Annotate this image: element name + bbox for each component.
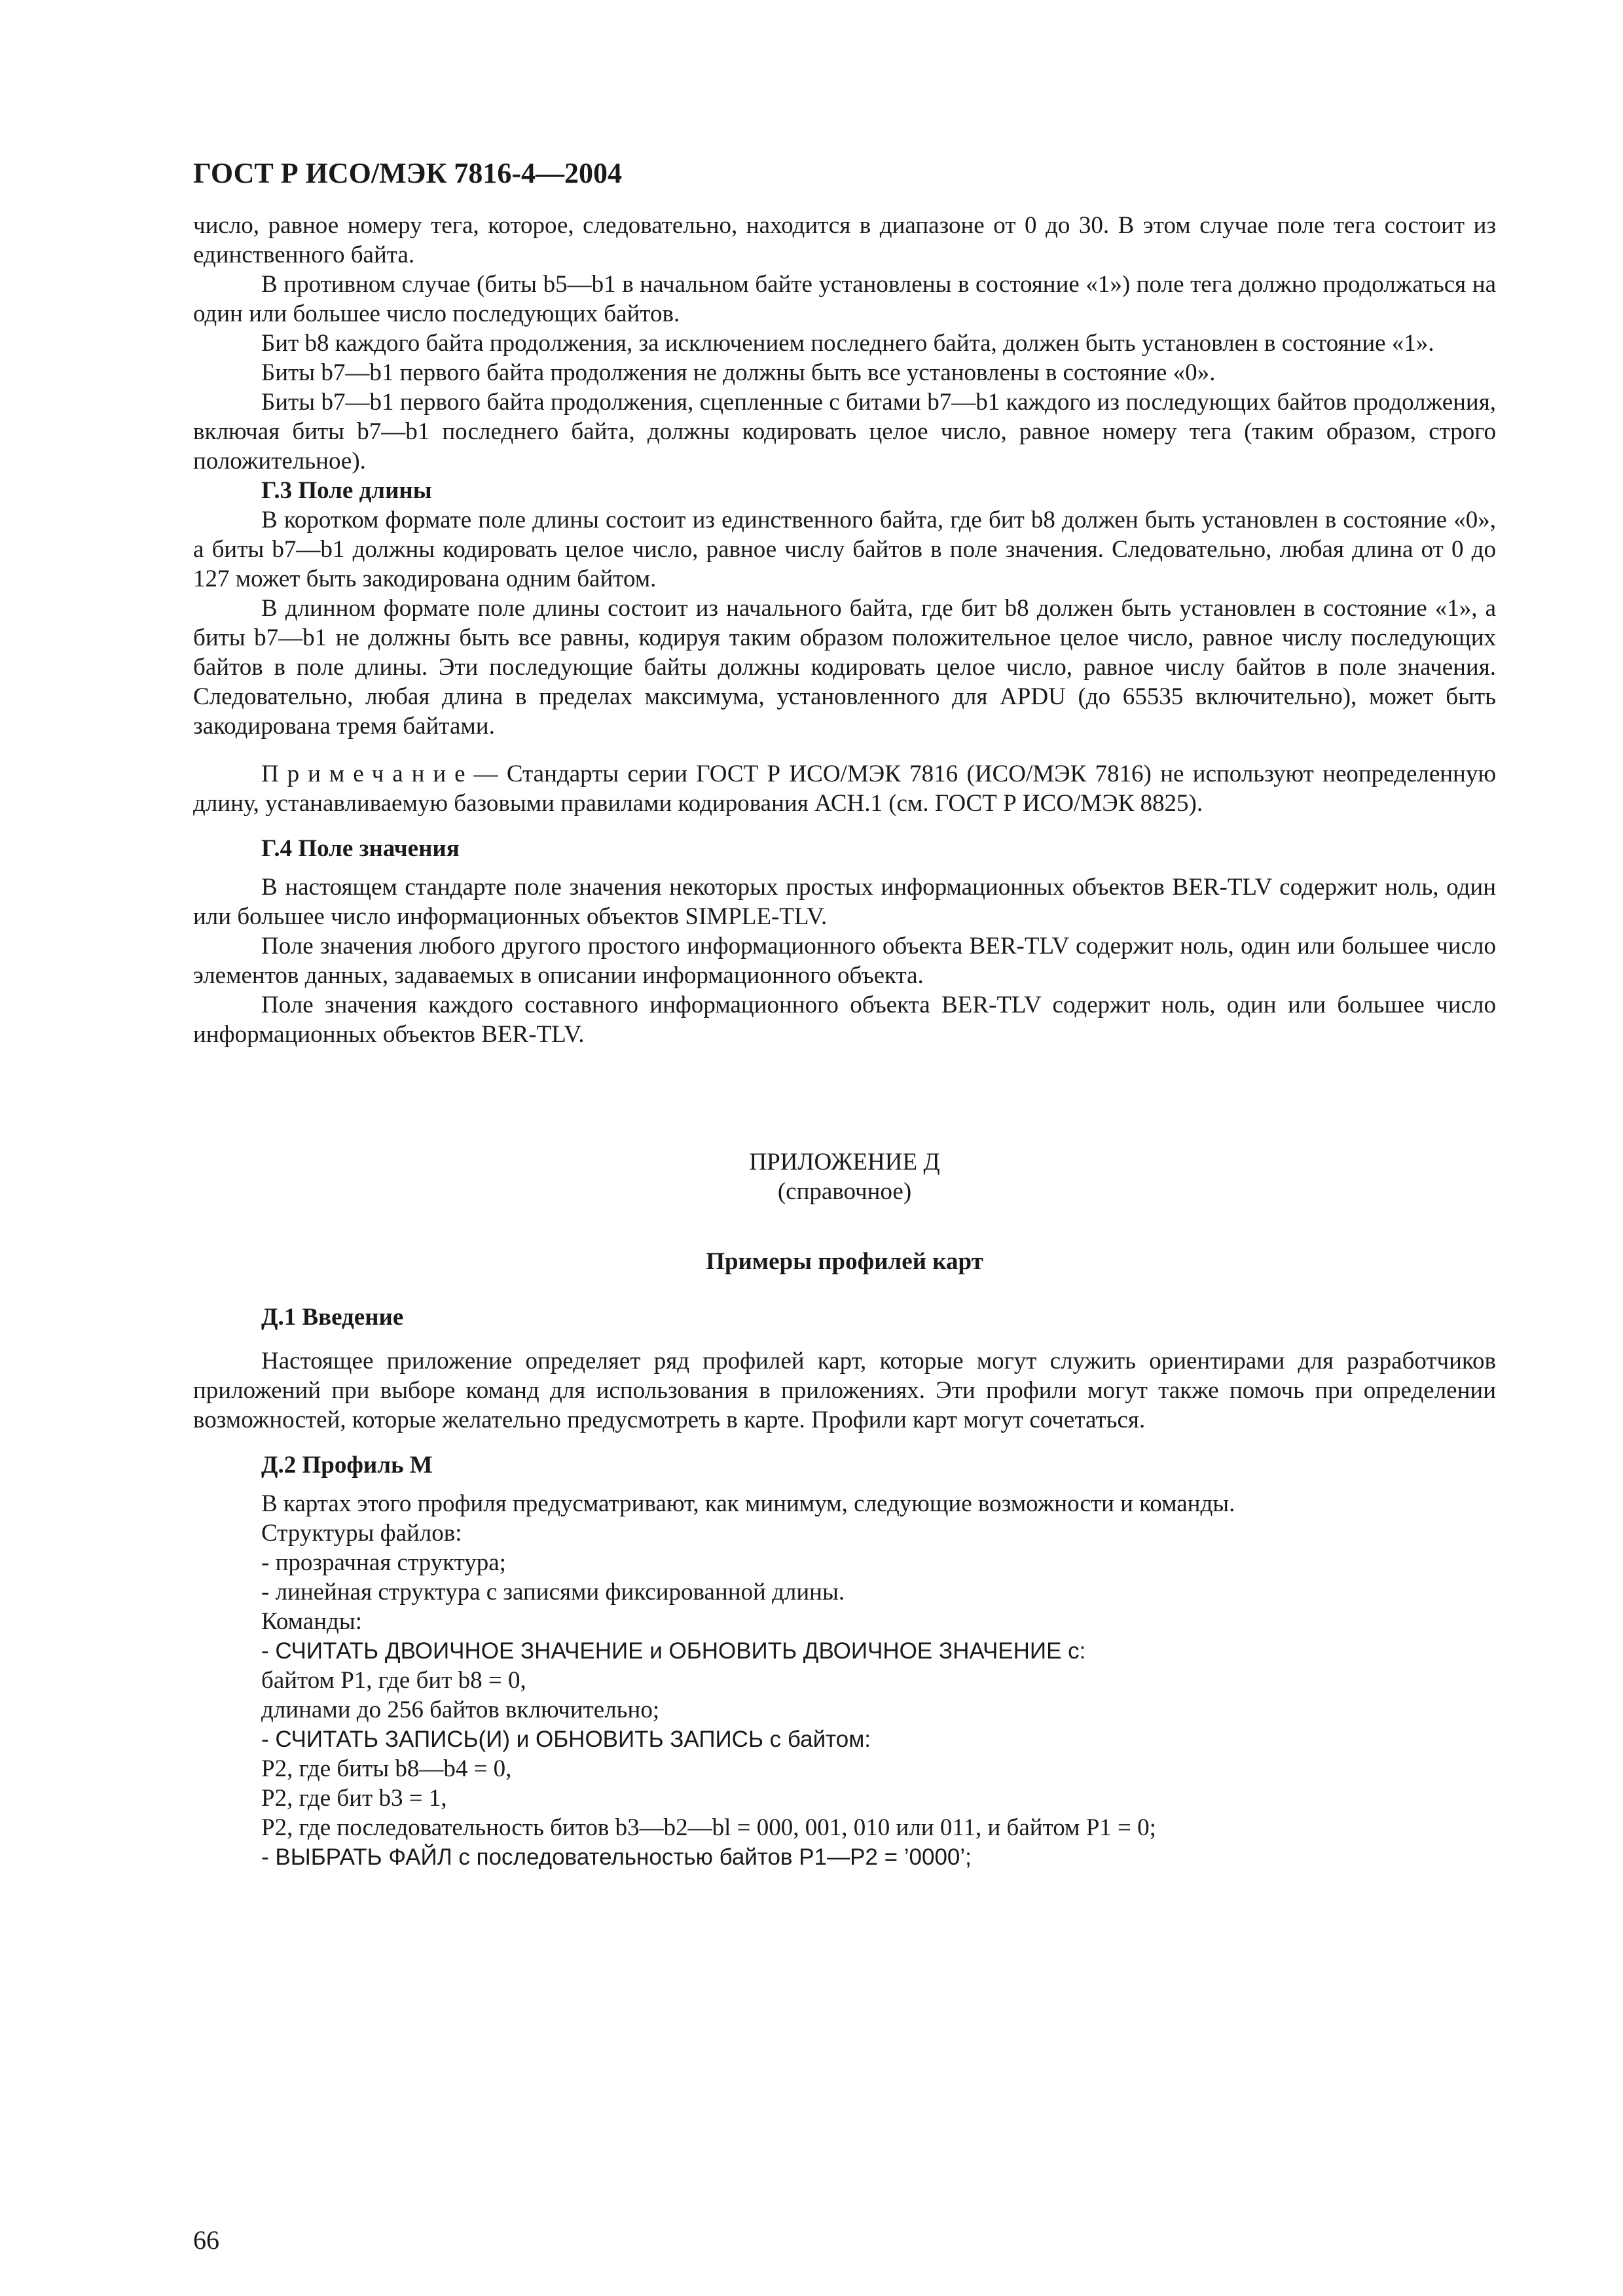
section-g4 [193,834,1496,1049]
paragraph: В настоящем стандарте поле значения некоторых простых информационных объектов BER-TLV содержит ноль, один или большее число информационных объектов SIMPLE-TLV. [193,874,1496,930]
list-item: байтом Р1, где бит b8 = 0, [261,1667,526,1694]
list-item: В картах этого профиля предусматривают, как минимум, следующие возможности и команды. [261,1490,1235,1517]
page-number: 66 [193,2225,219,2255]
paragraph: В коротком формате поле длины состоит из единственного байта, где бит b8 должен быть установлен в состояние «0», а биты b7—b1 должны кодировать целое число, равное числу байтов в поле значения. Следовательно, любая длина от 0 до 127 может быть закодирована одним байтом. [193,507,1496,592]
note [193,759,1496,818]
list-item: - ВЫБРАТЬ ФАЙЛ с последовательностью байтов Р1—Р2 = ’0000’; [261,1844,972,1870]
appendix-title [193,1147,1496,1206]
section-heading: Г.4 Поле значения [261,835,460,862]
note-text: — Стандарты серии ГОСТ Р ИСО/МЭК 7816 (ИСО/МЭК 7816) не используют неопределенную длину, устанавливаемую базовыми правилами кодирования АСН.1 (см. ГОСТ Р ИСО/МЭК 8825). [193,761,1496,817]
appendix-section-title: Примеры профилей карт [706,1248,983,1275]
paragraph: Биты b7—b1 первого байта продолжения не должны быть все установлены в состояние «0». [261,359,1216,386]
paragraph: В длинном формате поле длины состоит из начального байта, где бит b8 должен быть установлен в состояние «1», а биты b7—b1 не должны быть все равны, кодируя таким образом положительное целое число, равное числу последующих байтов в поле длины. Эти последующие байты должны кодировать целое число, равное числу байтов в поле значения. Следовательно, любая длина в пределах максимума, установленного для APDU (до 65535 включительно), может быть закодирована тремя байтами. [193,595,1496,740]
paragraph: В противном случае (биты b5—b1 в начальном байте установлены в состояние «1») поле тега должно продолжаться на один или большее число последующих байтов. [193,271,1496,327]
paragraph: Биты b7—b1 первого байта продолжения, сцепленные с битами b7—b1 каждого из последующих байтов продолжения, включая биты b7—b1 последнего байта, должны кодировать целое число, равное номеру тега (таким образом, строго положительное). [193,389,1496,475]
list-item: - СЧИТАТЬ ЗАПИСЬ(И) и ОБНОВИТЬ ЗАПИСЬ с байтом: [261,1727,871,1752]
note-label: Примечание [261,761,474,787]
section-heading: Д.1 Введение [261,1304,404,1331]
list-item: Р2, где бит b3 = 1, [261,1785,447,1812]
section-d1 [193,1302,1496,1435]
paragraph: Поле значения каждого составного информационного объекта BER-TLV содержит ноль, один или большее число информационных объектов BER-TLV. [193,992,1496,1048]
appendix-subtitle: (справочное) [777,1178,912,1205]
list-item: Р2, где последовательность битов b3—b2—bl = 000, 001, 010 или 011, и байтом Р1 = 0; [261,1814,1156,1841]
list-item: Команды: [261,1608,362,1635]
list-item: - СЧИТАТЬ ДВОИЧНОЕ ЗНАЧЕНИЕ и ОБНОВИТЬ ДВОИЧНОЕ ЗНАЧЕНИЕ с: [261,1638,1086,1664]
appendix-label: ПРИЛОЖЕНИЕ Д [749,1149,940,1175]
section-heading: Г.3 Поле длины [261,477,432,504]
list-item: Р2, где биты b8—b4 = 0, [261,1755,512,1782]
paragraph: Настоящее приложение определяет ряд профилей карт, которые могут служить ориентирами для разработчиков приложений при выборе команд для использования в приложениях. Эти профили могут также помочь при определении возможностей, которые желательно предусмотреть в карте. Профили карт могут сочетаться. [193,1348,1496,1433]
paragraph: Бит b8 каждого байта продолжения, за исключением последнего байта, должен быть установлен в состояние «1». [261,330,1434,357]
section-heading: Д.2 Профиль М [261,1452,433,1479]
list-item: Структуры файлов: [261,1520,462,1547]
paragraph: Поле значения любого другого простого информационного объекта BER-TLV содержит ноль, один или большее число элементов данных, задаваемых в описании информационного объекта. [193,933,1496,989]
paragraph: число, равное номеру тега, которое, следовательно, находится в диапазоне от 0 до 30. В этом случае поле тега состоит из единственного байта. [193,212,1496,268]
section-d2 [193,1450,1496,1872]
list-item: - линейная структура с записями фиксированной длины. [261,1579,845,1605]
list-item: - прозрачная структура; [261,1549,506,1576]
list-item: длинами до 256 байтов включительно; [261,1696,660,1723]
document-header: ГОСТ Р ИСО/МЭК 7816-4—2004 [193,157,623,189]
section-g2-continuation [193,211,1496,476]
section-g3 [193,476,1496,818]
document-page [193,156,1496,1872]
